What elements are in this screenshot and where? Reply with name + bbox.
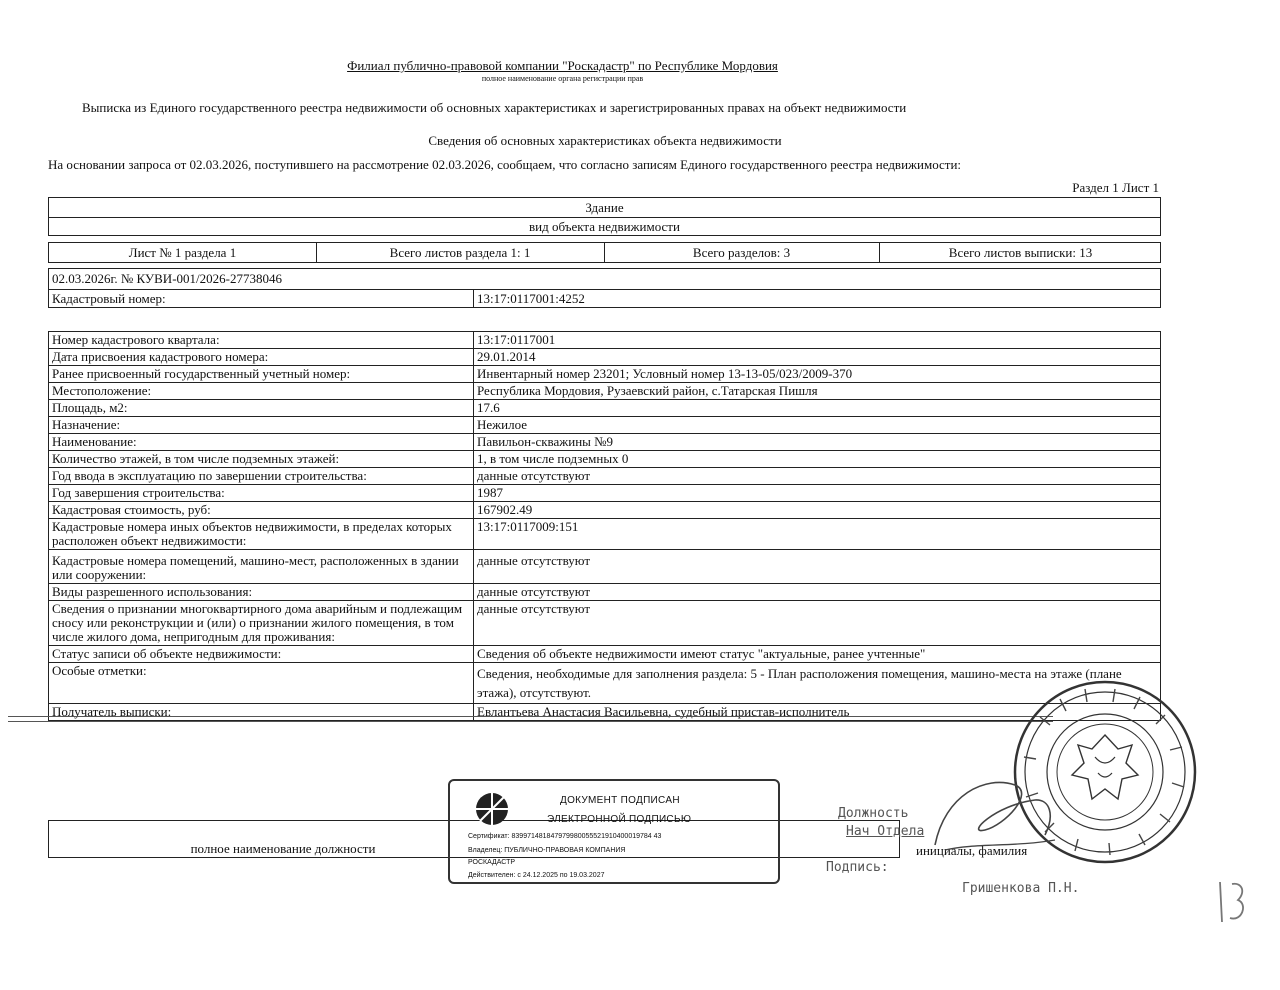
row-value: Павильон-скважины №9 (474, 434, 1161, 451)
cadastral-number-label: Кадастровый номер: (52, 291, 166, 306)
row-label: Особые отметки: (49, 663, 474, 704)
section-sheet-label: Раздел 1 Лист 1 (1072, 180, 1159, 195)
signature-owner: Владелец: ПУБЛИЧНО-ПРАВОВАЯ КОМПАНИЯ (468, 847, 626, 854)
row-value: 13:17:0117001 (474, 332, 1161, 349)
stamp-signature-label: Подпись: (826, 860, 889, 875)
row-value: Сведения, необходимые для заполнения раздела: 5 - План расположения помещения, машино-места на этаже (плане этажа), отсутствуют. (474, 663, 1161, 704)
table-row (49, 550, 1161, 584)
object-type-divider (49, 217, 1160, 218)
row-label: Виды разрешенного использования: (49, 584, 474, 601)
row-label: Год завершения строительства: (49, 485, 474, 502)
stamp-position-value: Нач Отдела (846, 824, 925, 839)
row-value: Инвентарный номер 23201; Условный номер 13-13-05/023/2009-370 (474, 366, 1161, 383)
table-row (49, 663, 1161, 704)
doc-number-divider (49, 289, 1160, 290)
handwritten-signature-icon (925, 755, 1065, 865)
document-title: Выписка из Единого государственного реестра недвижимости об основных характеристиках и зарегистрированных правах на объект недвижимости (82, 100, 907, 115)
row-label: Кадастровые номера иных объектов недвижимости, в пределах которых расположен объект недвижимости: (49, 519, 474, 550)
position-label: полное наименование должности (190, 841, 376, 856)
electronic-signature-box (448, 779, 780, 884)
table-row (49, 704, 1161, 721)
table-row (49, 584, 1161, 601)
sheets-total-section: Всего листов раздела 1: 1 (389, 245, 531, 260)
stamp-position: Должность (838, 806, 909, 821)
signature-cert: Сертификат: 839971481847979980055521910400019784 43 (468, 833, 662, 840)
row-label: Наименование: (49, 434, 474, 451)
row-label: Дата присвоения кадастрового номера: (49, 349, 474, 366)
row-label: Площадь, м2: (49, 400, 474, 417)
stamp-name: Гришенкова П.Н. (962, 881, 1080, 896)
row-value: Нежилое (474, 417, 1161, 434)
sheets-row (48, 242, 1161, 263)
row-value: 1, в том числе подземных 0 (474, 451, 1161, 468)
table-row (49, 646, 1161, 663)
row-value: данные отсутствуют (474, 550, 1161, 584)
scan-line (8, 716, 1053, 717)
table-row (49, 434, 1161, 451)
table-row (49, 366, 1161, 383)
table-row (49, 400, 1161, 417)
doc-number: 02.03.2026г. № КУВИ-001/2026-27738046 (52, 271, 282, 286)
row-value: 13:17:0117009:151 (474, 519, 1161, 550)
row-label: Кадастровые номера помещений, машино-мест, расположенных в здании или сооружении: (49, 550, 474, 584)
table-row (49, 332, 1161, 349)
row-value: 29.01.2014 (474, 349, 1161, 366)
table-row (49, 417, 1161, 434)
row-label: Получатель выписки: (49, 704, 474, 721)
table-row (49, 451, 1161, 468)
cadastral-number-value: 13:17:0117001:4252 (477, 291, 585, 306)
object-type: Здание (585, 200, 624, 215)
doc-number-box (48, 268, 1161, 308)
row-value: данные отсутствуют (474, 601, 1161, 646)
table-row (49, 601, 1161, 646)
row-value: данные отсутствуют (474, 584, 1161, 601)
sheets-total-sections: Всего разделов: 3 (692, 245, 791, 260)
characteristics-table (48, 331, 1161, 721)
row-value: 17.6 (474, 400, 1161, 417)
table-row (49, 468, 1161, 485)
row-label: Год ввода в эксплуатацию по завершении строительства: (49, 468, 474, 485)
row-value: Евлантьева Анастасия Васильевна, судебный пристав-исполнитель (474, 704, 1161, 721)
table-row (49, 383, 1161, 400)
signature-owner-name: РОСКАДАСТР (468, 859, 516, 866)
row-value: Сведения об объекте недвижимости имеют статус "актуальные, ранее учтенные" (474, 646, 1161, 663)
row-value: 1987 (474, 485, 1161, 502)
cadastral-number-divider (473, 289, 474, 308)
table-row (49, 519, 1161, 550)
object-type-box (48, 197, 1161, 236)
signature-line-1: ДОКУМЕНТ ПОДПИСАН (560, 795, 680, 806)
row-value: 167902.49 (474, 502, 1161, 519)
signature-line-2: ЭЛЕКТРОННОЙ ПОДПИСЬЮ (547, 814, 692, 825)
table-row (49, 349, 1161, 366)
signature-validity: Действителен: с 24.12.2025 по 19.03.2027 (468, 872, 605, 879)
row-value: Республика Мордовия, Рузаевский район, с.Татарская Пишля (474, 383, 1161, 400)
row-label: Номер кадастрового квартала: (49, 332, 474, 349)
row-label: Количество этажей, в том числе подземных этажей: (49, 451, 474, 468)
row-label: Сведения о признании многоквартирного дома аварийным и подлежащим сносу или реконструкции и (или) о признании жилого помещения, в том числе жилого дома, непригодным для проживания: (49, 601, 474, 646)
row-label: Местоположение: (49, 383, 474, 400)
sheet-number: Лист № 1 раздела 1 (128, 245, 237, 260)
organization-subtitle: полное наименование органа регистрации прав (481, 74, 644, 83)
scan-line (8, 721, 1053, 722)
info-heading: Сведения об основных характеристиках объекта недвижимости (428, 133, 782, 148)
handwritten-page-mark-icon (1212, 872, 1252, 932)
organization-name: Филиал публично-правовой компании "Роскадастр" по Республике Мордовия (347, 58, 778, 73)
table-row (49, 485, 1161, 502)
sheets-total-sheets: Всего листов выписки: 13 (948, 245, 1093, 260)
registry-logo-icon (472, 789, 512, 829)
row-value: данные отсутствуют (474, 468, 1161, 485)
table-row (49, 502, 1161, 519)
row-label: Ранее присвоенный государственный учетный номер: (49, 366, 474, 383)
initials-label: инициалы, фамилия (916, 843, 1028, 858)
basis-statement: На основании запроса от 02.03.2026, поступившего на рассмотрение 02.03.2026, сообщаем, что согласно записям Единого государственного реестра недвижимости: (48, 157, 962, 172)
row-label: Кадастровая стоимость, руб: (49, 502, 474, 519)
row-label: Назначение: (49, 417, 474, 434)
row-label: Статус записи об объекте недвижимости: (49, 646, 474, 663)
object-type-label: вид объекта недвижимости (529, 219, 680, 234)
